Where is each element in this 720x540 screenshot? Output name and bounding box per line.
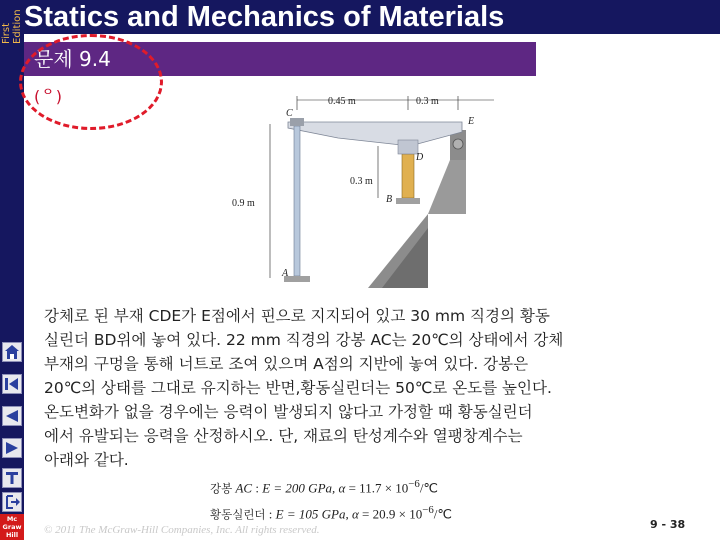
steel-member: AC — [235, 480, 253, 496]
brass-alpha-symbol: α — [351, 506, 359, 522]
home-icon — [3, 343, 21, 361]
problem-line: 에서 유발되는 응력을 산정하시오. 단, 재료의 탄성계수와 열팽창계수는 — [44, 427, 523, 445]
problem-figure — [218, 86, 520, 288]
brass-alpha-unit: /℃ — [433, 506, 452, 522]
copyright-notice: © 2011 The McGraw-Hill Companies, Inc. All rights reserved. — [44, 524, 320, 536]
brass-properties-row: 황동실린더 : E = 105 GPa, $\alpha = 20.9 \times 10^{-6}/℃$ — [210, 504, 452, 522]
brass-cylinder-bd — [402, 154, 414, 198]
steel-name: 강봉 — [210, 481, 233, 496]
brass-alpha-exponent: −6 — [422, 504, 434, 516]
support-slope-upper — [428, 160, 466, 214]
logo-line-1: Mc — [6, 515, 18, 523]
steel-alpha-value: = 11.7 × 10 — [348, 480, 409, 496]
point-d-label: D — [416, 152, 424, 163]
dimension-bd: 0.3 m — [350, 176, 373, 187]
steel-rod-ac — [294, 126, 300, 276]
next-page-button[interactable] — [2, 438, 22, 458]
continued-mark: (ᄋ) — [34, 87, 62, 106]
point-b-label: B — [386, 194, 393, 205]
brass-alpha-value: = 20.9 × 10 — [362, 506, 423, 522]
logo-line-2: Graw — [2, 523, 22, 531]
problem-text — [44, 304, 692, 472]
first-page-button[interactable] — [2, 374, 22, 394]
material-properties — [210, 476, 540, 528]
brass-name: 황동실린더 — [210, 507, 266, 522]
home-button[interactable] — [2, 342, 22, 362]
dimension-ce-left: 0.45 m — [328, 96, 356, 107]
steel-alpha-symbol: α — [338, 480, 346, 496]
member-bracket-d — [398, 140, 418, 154]
dimension-ce-right: 0.3 m — [416, 96, 439, 107]
problem-line: 아래와 같다. — [44, 451, 129, 469]
page-number: 9 - 38 — [650, 518, 686, 531]
problem-line: 부재의 구멍을 통해 너트로 조여 있으며 A점의 지반에 놓여 있다. 강봉은 — [44, 355, 529, 373]
point-a-label: A — [282, 268, 289, 279]
first-page-icon — [3, 375, 21, 393]
problem-line: 실린더 BD위에 놓여 있다. 22 mm 직경의 강봉 AC는 20℃의 상태에서 강체 — [44, 331, 564, 349]
annotation-oval — [19, 34, 163, 130]
edition-first-text: First — [1, 22, 12, 44]
page-title: Statics and Mechanics of Materials — [24, 1, 505, 33]
previous-page-button[interactable] — [2, 406, 22, 426]
nut-c — [290, 118, 304, 126]
cylinder-base-b — [396, 198, 420, 204]
edition-word-text: Edition — [12, 9, 23, 44]
rigid-member-cde — [288, 122, 462, 146]
problem-line: 강체로 된 부재 CDE가 E점에서 핀으로 지지되어 있고 30 mm 직경의 황동 — [44, 307, 550, 325]
logo-line-3: Hill — [5, 531, 19, 539]
exit-icon — [3, 493, 21, 511]
problem-line: 20℃의 상태를 그대로 유지하는 반면,황동실린더는 50℃로 온도를 높인다. — [44, 379, 552, 397]
pin-e — [453, 139, 463, 149]
text-button[interactable] — [2, 468, 22, 488]
steel-alpha-unit: /℃ — [419, 480, 439, 496]
brass-modulus: E = 105 GPa, — [275, 506, 349, 522]
text-icon — [3, 469, 21, 487]
point-c-label: C — [286, 108, 293, 119]
exit-button[interactable] — [2, 492, 22, 512]
mcgraw-hill-logo — [0, 514, 24, 540]
dimension-height: 0.9 m — [232, 198, 255, 209]
steel-alpha-exponent: −6 — [408, 478, 420, 490]
previous-page-icon — [3, 407, 21, 425]
problem-line: 온도변화가 없을 경우에는 응력이 발생되지 않다고 가정할 때 황동실린더 — [44, 403, 533, 421]
edition-label — [0, 0, 24, 46]
steel-modulus: E = 200 GPa, — [262, 480, 336, 496]
problem-label: 문제 9.4 — [34, 47, 111, 71]
next-page-icon — [3, 439, 21, 457]
steel-properties-row: 강봉 AC : E = 200 GPa, $\alpha = 11.7 \times 10^{-6}/℃$ — [210, 478, 439, 496]
point-e-label: E — [468, 116, 475, 127]
